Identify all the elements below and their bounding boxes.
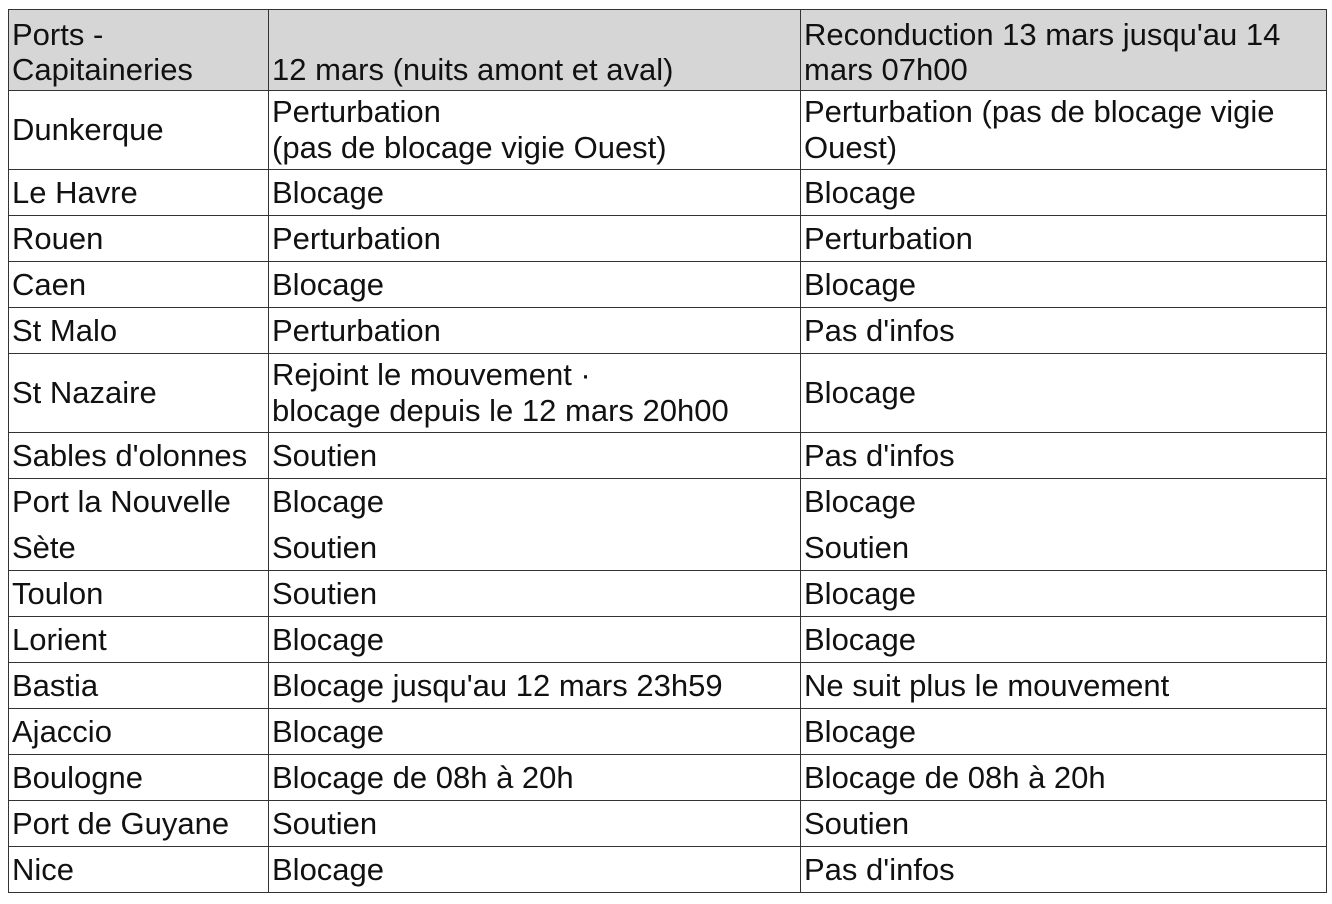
status-march-12: Blocage de 08h à 20h: [269, 755, 801, 801]
status-reconduction: Perturbation: [801, 216, 1327, 262]
port-name: Rouen: [9, 216, 269, 262]
port-name: Port de Guyane: [9, 801, 269, 847]
port-name: Bastia: [9, 663, 269, 709]
port-name: St Nazaire: [9, 354, 269, 433]
table-row: [9, 308, 1327, 354]
table-row: [9, 433, 1327, 479]
table-header-row: [9, 10, 1327, 91]
table-row: [9, 262, 1327, 308]
table-row: [9, 663, 1327, 709]
table-row: [9, 91, 1327, 170]
status-reconduction: Pas d'infos: [801, 433, 1327, 479]
status-march-12: Soutien: [269, 801, 801, 847]
header-ports: Ports - Capitaineries: [9, 10, 269, 91]
table-row: [9, 525, 1327, 571]
table-row: [9, 801, 1327, 847]
status-reconduction: Blocage de 08h à 20h: [801, 755, 1327, 801]
status-reconduction: Blocage: [801, 571, 1327, 617]
status-reconduction: Pas d'infos: [801, 308, 1327, 354]
port-name: Caen: [9, 262, 269, 308]
status-reconduction: Blocage: [801, 709, 1327, 755]
status-reconduction: Blocage: [801, 617, 1327, 663]
table-row: [9, 571, 1327, 617]
table-row: [9, 755, 1327, 801]
table-row: [9, 216, 1327, 262]
port-name: Port la Nouvelle: [9, 479, 269, 525]
port-name: Lorient: [9, 617, 269, 663]
port-name: Le Havre: [9, 170, 269, 216]
status-march-12: Blocage: [269, 709, 801, 755]
status-reconduction: Ne suit plus le mouvement: [801, 663, 1327, 709]
table-row: [9, 354, 1327, 433]
header-reconduction: Reconduction 13 mars jusqu'au 14 mars 07h00: [801, 10, 1327, 91]
status-reconduction: Blocage: [801, 479, 1327, 525]
status-reconduction: Soutien: [801, 525, 1327, 571]
status-march-12: Rejoint le mouvement · blocage depuis le 12 mars 20h00: [269, 354, 801, 433]
status-march-12: Perturbation: [269, 308, 801, 354]
port-name: Sables d'olonnes: [9, 433, 269, 479]
status-reconduction: Soutien: [801, 801, 1327, 847]
status-march-12: Soutien: [269, 525, 801, 571]
table-row: [9, 479, 1327, 525]
port-name: Dunkerque: [9, 91, 269, 170]
status-reconduction: Blocage: [801, 354, 1327, 433]
table-row: [9, 709, 1327, 755]
header-march-12: 12 mars (nuits amont et aval): [269, 10, 801, 91]
status-reconduction: Blocage: [801, 262, 1327, 308]
status-reconduction: Perturbation (pas de blocage vigie Ouest): [801, 91, 1327, 170]
status-march-12: Blocage: [269, 262, 801, 308]
port-name: Boulogne: [9, 755, 269, 801]
port-name: Nice: [9, 847, 269, 893]
table-row: [9, 170, 1327, 216]
status-march-12: Blocage: [269, 170, 801, 216]
status-march-12: Blocage: [269, 479, 801, 525]
port-name: Toulon: [9, 571, 269, 617]
status-march-12: Perturbation (pas de blocage vigie Ouest): [269, 91, 801, 170]
status-march-12: Blocage jusqu'au 12 mars 23h59: [269, 663, 801, 709]
port-name: Ajaccio: [9, 709, 269, 755]
status-reconduction: Pas d'infos: [801, 847, 1327, 893]
port-name: Sète: [9, 525, 269, 571]
status-march-12: Perturbation: [269, 216, 801, 262]
table-row: [9, 617, 1327, 663]
status-march-12: Blocage: [269, 617, 801, 663]
ports-status-table: [8, 9, 1327, 893]
status-march-12: Soutien: [269, 571, 801, 617]
table-row: [9, 847, 1327, 893]
status-reconduction: Blocage: [801, 170, 1327, 216]
status-march-12: Soutien: [269, 433, 801, 479]
port-name: St Malo: [9, 308, 269, 354]
status-march-12: Blocage: [269, 847, 801, 893]
